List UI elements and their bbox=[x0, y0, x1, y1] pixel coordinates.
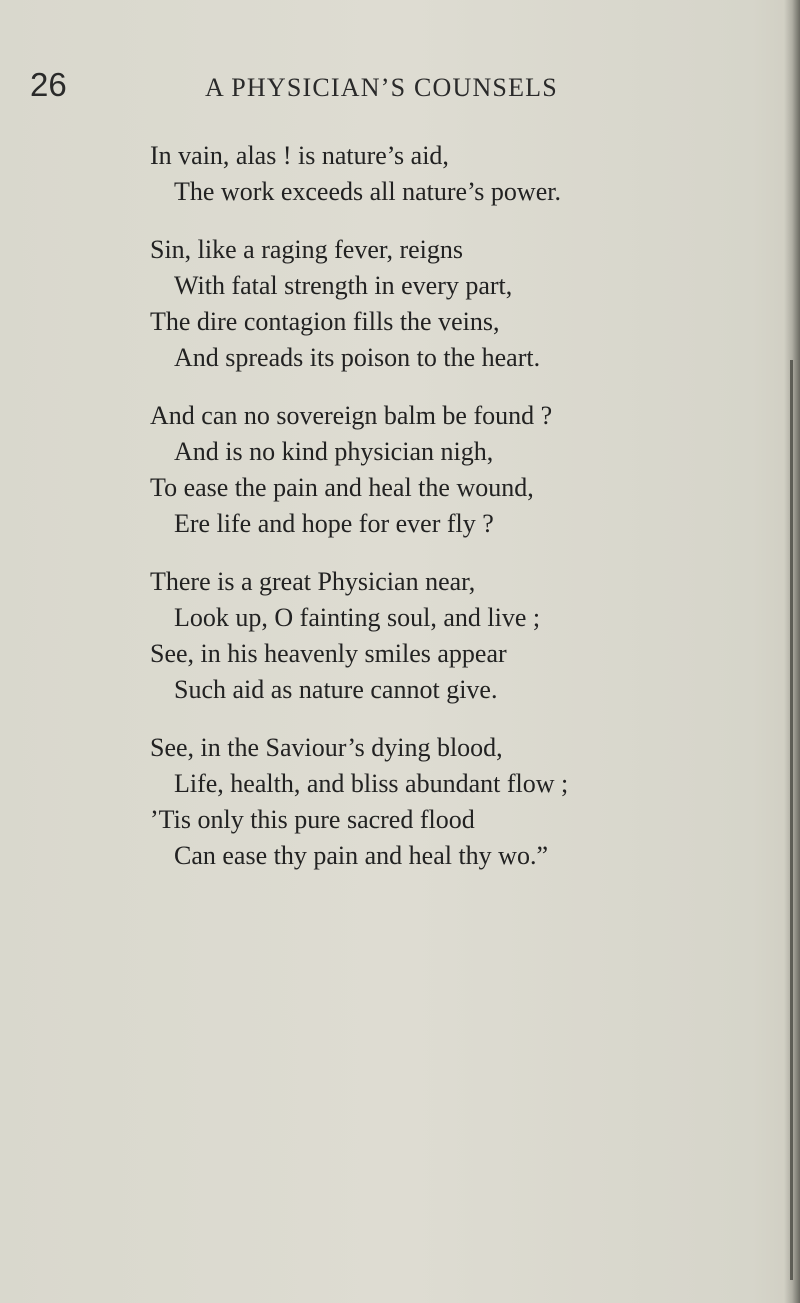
poem-line: Sin, like a raging fever, reigns bbox=[150, 235, 464, 264]
stanza-3 bbox=[150, 398, 770, 542]
poem-line: The dire contagion fills the veins, bbox=[150, 307, 500, 336]
poem-line: See, in his heavenly smiles appear bbox=[150, 639, 507, 668]
poem-line: With fatal strength in every part, bbox=[174, 271, 513, 300]
running-title: A PHYSICIAN’S COUNSELS bbox=[205, 73, 558, 102]
poem-line: See, in the Saviour’s dying blood, bbox=[150, 733, 503, 762]
poem-line: Look up, O fainting soul, and live ; bbox=[174, 603, 541, 632]
stanza-2 bbox=[150, 232, 770, 376]
poem-line: To ease the pain and heal the wound, bbox=[150, 473, 534, 502]
poem-line: The work exceeds all nature’s power. bbox=[174, 177, 561, 206]
poem-line: Can ease thy pain and heal thy wo.” bbox=[174, 841, 548, 870]
stanza-1 bbox=[150, 138, 770, 210]
poem-line: There is a great Physician near, bbox=[150, 567, 476, 596]
page-number: 26 bbox=[30, 66, 67, 103]
poem bbox=[150, 138, 770, 896]
poem-line: Ere life and hope for ever fly ? bbox=[174, 509, 494, 538]
stanza-5 bbox=[150, 730, 770, 874]
page-edge-line bbox=[790, 360, 793, 1280]
poem-line: And can no sovereign balm be found ? bbox=[150, 401, 553, 430]
poem-line: And spreads its poison to the heart. bbox=[174, 343, 541, 372]
stanza-4 bbox=[150, 564, 770, 708]
poem-line: In vain, alas ! is nature’s aid, bbox=[150, 141, 449, 170]
poem-line: And is no kind physician nigh, bbox=[174, 437, 494, 466]
poem-line: Such aid as nature cannot give. bbox=[174, 675, 498, 704]
poem-line: Life, health, and bliss abundant flow ; bbox=[174, 769, 569, 798]
poem-line: ’Tis only this pure sacred flood bbox=[150, 805, 475, 834]
